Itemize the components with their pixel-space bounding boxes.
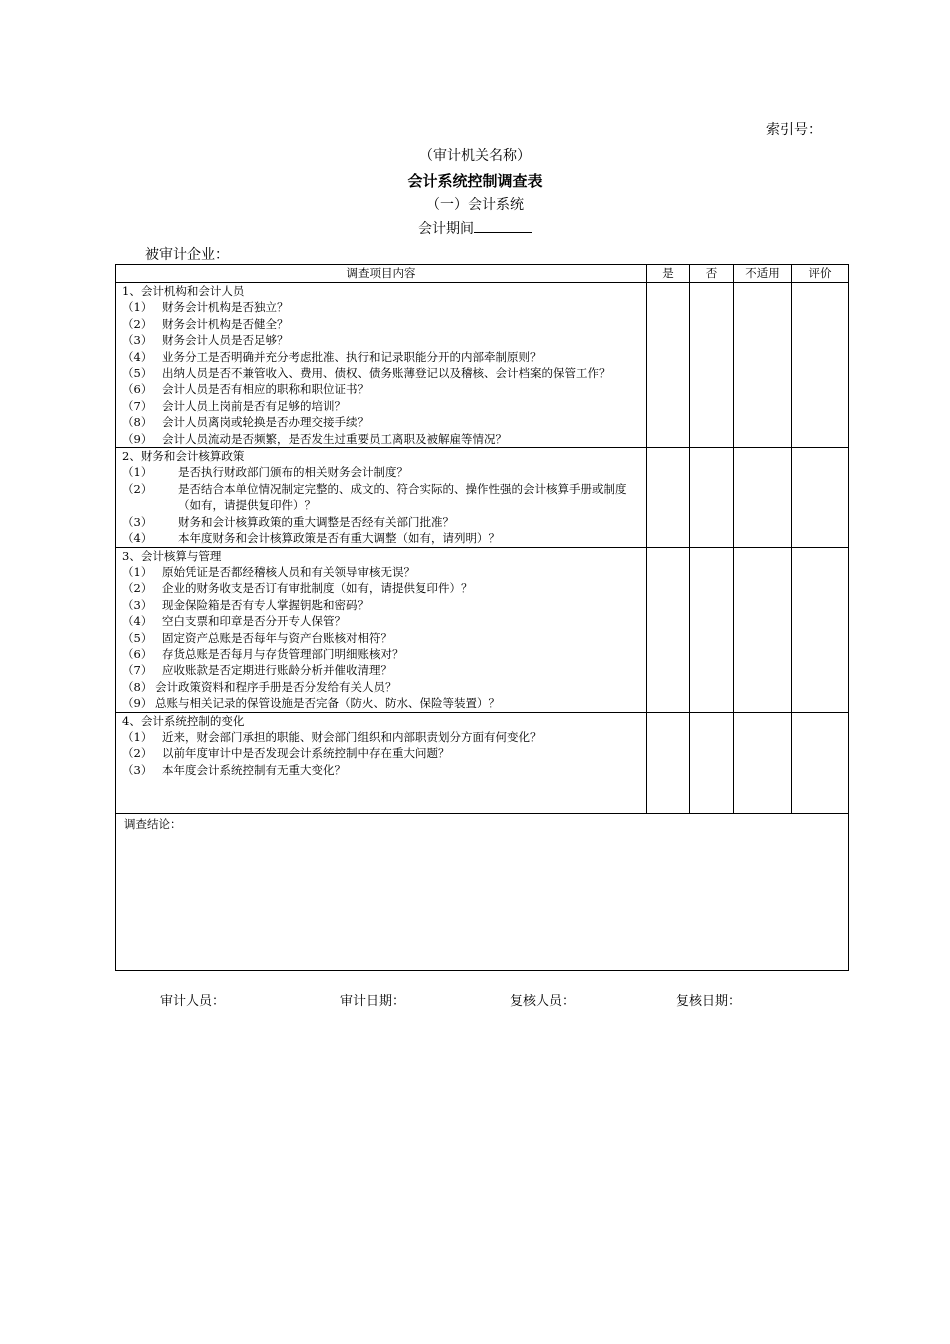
accounting-period-blank[interactable] [474,219,532,233]
col-header-content: 调查项目内容 [116,265,647,283]
section-2-no-cell[interactable] [690,448,734,547]
section-row-1 [116,283,849,448]
audited-entity-label: 被审计企业： [145,247,229,263]
section-3-na-cell[interactable] [734,547,792,712]
section-title: 2、财务和会计核算政策 [122,449,245,464]
section-1-evaluation-cell[interactable] [792,283,849,448]
list-item: （3） 财务会计人员是否足够？ [122,333,289,348]
list-item: （5） 出纳人员是否不兼管收入、费用、债权、债务账薄登记以及稽核、会计档案的保管工作？ [122,366,611,381]
section-4-yes-cell[interactable] [647,712,690,813]
col-header-no: 否 [690,265,734,283]
list-item: （8） 会计政策资料和程序手册是否分发给有关人员？ [122,679,397,694]
section-3-evaluation-cell[interactable] [792,547,849,712]
list-item: （1） 是否执行财政部门颁布的相关财务会计制度？ [122,465,408,480]
section-4-evaluation-cell[interactable] [792,712,849,813]
section-row-4 [116,712,849,813]
review-date-label: 复核日期： [676,994,742,1009]
list-item: （3） 财务和会计核算政策的重大调整是否经有关部门批准？ [122,514,454,529]
index-number-label: 索引号： [766,122,822,138]
auditor-label: 审计人员： [160,994,226,1009]
col-header-evaluation: 评价 [792,265,849,283]
section-title: 1、会计机构和会计人员 [122,284,245,298]
section-2-na-cell[interactable] [734,448,792,547]
list-item: （2） 以前年度审计中是否发现会计系统控制中存在重大问题？ [122,746,450,761]
list-item: （3） 本年度会计系统控制有无重大变化？ [122,762,346,777]
list-item: （4） 空白支票和印章是否分开专人保管？ [122,614,346,629]
conclusion-label: 调查结论： [124,816,182,831]
list-item: （1） 财务会计机构是否独立？ [122,300,289,315]
page-subtitle: （一）会计系统 [426,197,524,213]
col-header-na: 不适用 [734,265,792,283]
section-2-content [116,448,647,547]
table-header-row [116,265,849,283]
section-3-yes-cell[interactable] [647,547,690,712]
list-item: （1） 近来，财会部门承担的职能、财会部门组织和内部职责划分方面有何变化？ [122,729,542,744]
section-row-3 [116,547,849,712]
survey-table [115,264,849,971]
reviewer-label: 复核人员： [510,994,576,1009]
list-item: （7） 会计人员上岗前是否有足够的培训？ [122,398,346,413]
section-row-2 [116,448,849,547]
section-4-na-cell[interactable] [734,712,792,813]
conclusion-cell[interactable] [116,813,849,970]
list-item: （8） 会计人员离岗或轮换是否办理交接手续？ [122,415,369,430]
section-1-no-cell[interactable] [690,283,734,448]
section-1-content [116,283,647,448]
list-item: （2） 财务会计机构是否健全？ [122,316,289,331]
list-item: （9） 总账与相关记录的保管设施是否完备（防火、防水、保险等装置）？ [122,696,500,711]
list-item: （1） 原始凭证是否都经稽核人员和有关领导审核无误？ [122,564,415,579]
list-item: （9） 会计人员流动是否频繁，是否发生过重要员工离职及被解雇等情况？ [122,431,507,446]
list-item: （3） 现金保险箱是否有专人掌握钥匙和密码？ [122,597,369,612]
section-3-content [116,547,647,712]
list-item: （2） 企业的财务收支是否订有审批制度（如有，请提供复印件）？ [122,581,473,596]
section-4-content [116,712,647,813]
section-title: 4、会计系统控制的变化 [122,713,245,728]
section-1-na-cell[interactable] [734,283,792,448]
page-title: 会计系统控制调查表 [407,172,543,190]
list-item: （4） 业务分工是否明确并充分考虑批准、执行和记录职能分开的内部牵制原则？ [122,349,542,364]
list-item: （6） 会计人员是否有相应的职称和职位证书？ [122,382,369,397]
conclusion-row [116,813,849,970]
accounting-period [0,218,950,238]
audit-date-label: 审计日期： [340,994,406,1009]
section-2-evaluation-cell[interactable] [792,448,849,547]
list-item: （4） 本年度财务和会计核算政策是否有重大调整（如有，请列明）？ [122,531,500,546]
signature-footer [0,990,950,1010]
list-item: （5） 固定资产总账是否每年与资产台账核对相符？ [122,630,392,645]
audit-org-name: （审计机关名称） [419,148,531,164]
section-title: 3、会计核算与管理 [122,548,222,563]
accounting-period-label: 会计期间 [418,221,474,237]
section-4-no-cell[interactable] [690,712,734,813]
col-header-yes: 是 [647,265,690,283]
list-item: （6） 存货总账是否每月与存货管理部门明细账核对？ [122,646,404,661]
section-3-no-cell[interactable] [690,547,734,712]
section-2-yes-cell[interactable] [647,448,690,547]
section-1-yes-cell[interactable] [647,283,690,448]
list-item: （7） 应收账款是否定期进行账龄分析并催收清理？ [122,663,392,678]
list-item: （2） 是否结合本单位情况制定完整的、成文的、符合实际的、操作性强的会计核算手册或制度（如有，请提供复印件）？ [122,481,627,513]
